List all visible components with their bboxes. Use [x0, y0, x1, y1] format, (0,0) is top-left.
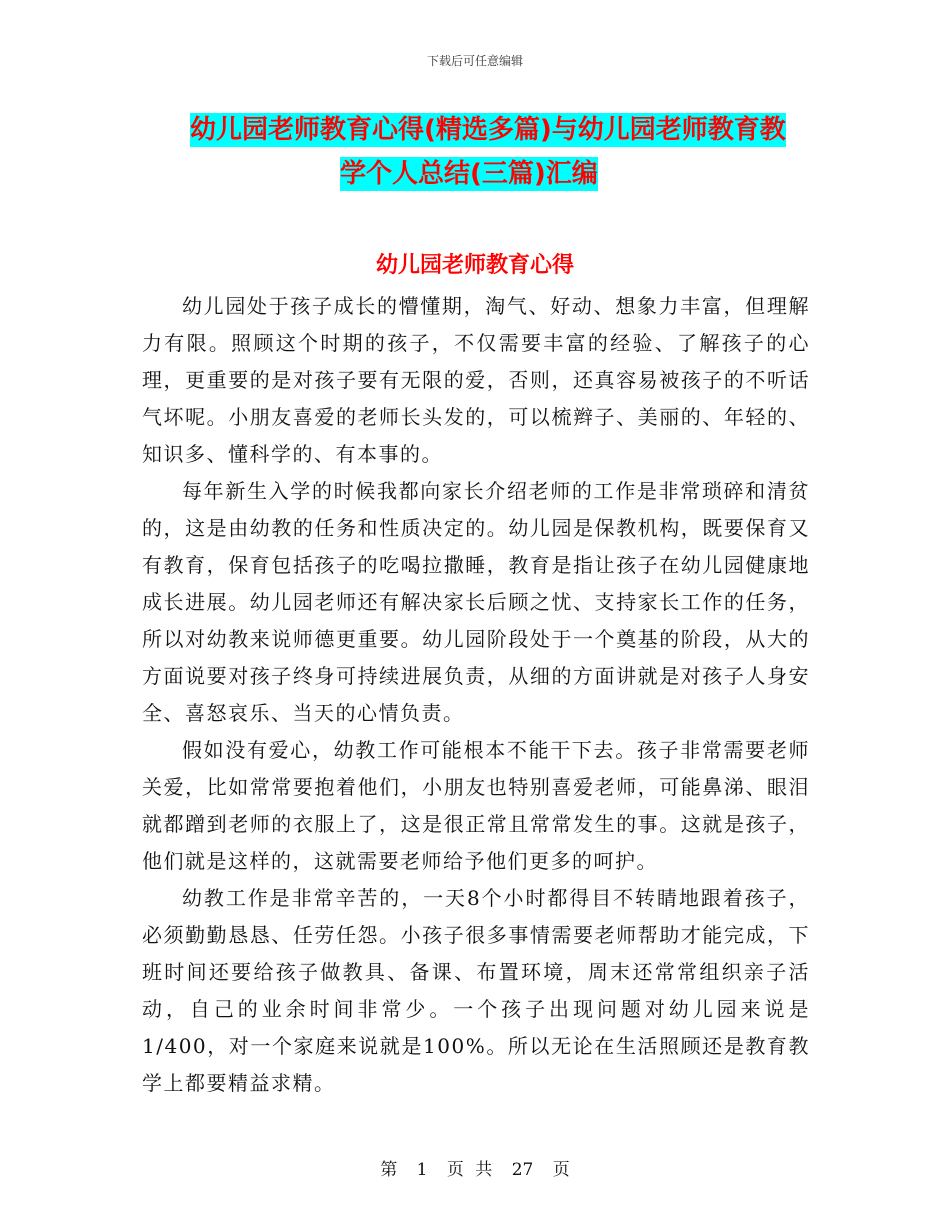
section-heading: 幼儿园老师教育心得	[375, 253, 574, 278]
paragraph-3: 假如没有爱心，幼教工作可能根本不能干下去。孩子非常需要老师关爱，比如常常要抱着他们，小朋友也特别喜爱老师，可能鼻涕、眼泪就都蹭到老师的衣服上了，这是很正常且常常发生的事。这就是孩子，他们就是这样的，这就需要老师给予他们更多的呵护。	[142, 738, 810, 873]
header-note: 下载后可任意编辑	[426, 54, 523, 68]
page-suffix: 页	[552, 1160, 570, 1180]
page-current: 1	[416, 1160, 428, 1180]
page-prefix: 第	[380, 1160, 398, 1180]
document-title	[190, 108, 810, 196]
paragraph-2: 每年新生入学的时候我都向家长介绍老师的工作是非常琐碎和清贫的，这是由幼教的任务和性质决定的。幼儿园是保教机构，既要保育又有教育，保育包括孩子的吃喝拉撒睡，教育是指让孩子在幼儿园健康地成长进展。幼儿园老师还有解决家长后顾之忧、支持家长工作的任务，所以对幼教来说师德更重要。幼儿园阶段处于一个奠基的阶段，从大的方面说要对孩子终身可持续进展负责，从细的方面讲就是对孩子人身安全、喜怒哀乐、当天的心情负责。	[142, 479, 810, 725]
page-mid: 页 共	[446, 1160, 493, 1180]
paragraph-1: 幼儿园处于孩子成长的懵懂期，淘气、好动、想象力丰富，但理解力有限。照顾这个时期的孩子，不仅需要丰富的经验、了解孩子的心理，更重要的是对孩子要有无限的爱，否则，还真容易被孩子的不听话气坏呢。小朋友喜爱的老师长头发的，可以梳辫子、美丽的、年轻的、知识多、懂科学的、有本事的。	[142, 294, 810, 466]
page-total: 27	[511, 1160, 534, 1180]
page-number-footer	[0, 1155, 950, 1180]
document-body	[142, 288, 810, 1102]
paragraph-4: 幼教工作是非常辛苦的，一天8个小时都得目不转睛地跟着孩子，必须勤勤恳恳、任劳任怨。小孩子很多事情需要老师帮助才能完成，下班时间还要给孩子做教具、备课、布置环境，周末还常常组织亲子活动，自己的业余时间非常少。一个孩子出现问题对幼儿园来说是1/400，对一个家庭来说就是100%。所以无论在生活照顾还是教育教学上都要精益求精。	[142, 886, 810, 1095]
document-title-line1: 幼儿园老师教育心得(精选多篇)与幼儿园老师教育教	[190, 115, 786, 145]
document-title-line2: 学个人总结(三篇)汇编	[340, 159, 598, 189]
